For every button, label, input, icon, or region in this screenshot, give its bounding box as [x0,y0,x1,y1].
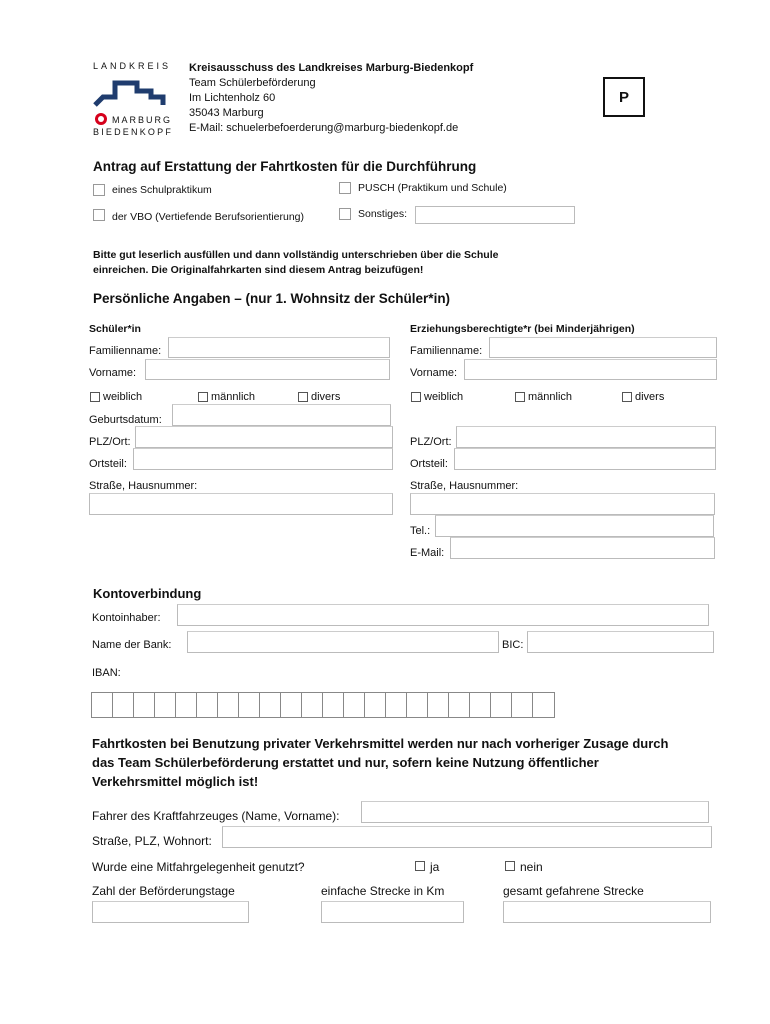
student-family-name-input[interactable] [168,337,390,358]
guardian-heading: Erziehungsberechtigte*r (bei Minderjährigen) [410,323,635,335]
guardian-first-name-label: Vorname: [410,367,458,379]
logo-top-text: LANDKREIS [93,61,172,71]
carpool-label-no: nein [520,860,543,874]
guardian-zip-city-label: PLZ/Ort: [410,436,452,448]
guardian-email-input[interactable] [450,537,715,559]
private-title-line-1: Fahrtkosten bei Benutzung privater Verkehrsmittel werden nur nach vorheriger Zusage durch [92,736,669,751]
student-first-name-label: Vorname: [89,367,137,379]
guardian-checkbox-male[interactable] [515,392,525,402]
iban-label: IBAN: [92,667,121,679]
guardian-checkbox-female[interactable] [411,392,421,402]
driver-address-label: Straße, PLZ, Wohnort: [92,834,212,848]
label-pusch: PUSCH (Praktikum und Schule) [358,182,507,194]
student-label-diverse: divers [311,391,341,403]
student-birth-date-input[interactable] [172,404,391,426]
carpool-checkbox-no[interactable] [505,861,515,871]
bic-input[interactable] [527,631,714,653]
student-label-male: männlich [211,391,256,403]
student-family-name-label: Familienname: [89,345,162,357]
personal-section-title: Persönliche Angaben – (nur 1. Wohnsitz der Schüler*in) [93,291,451,306]
private-title-line-2: das Team Schülerbeförderung erstattet und nur, sofern keine Nutzung öffentlicher [92,755,599,770]
guardian-family-name-input[interactable] [489,337,717,358]
org-name: Kreisausschuss des Landkreises Marburg-Biedenkopf [189,62,474,74]
student-street-input[interactable] [89,493,393,515]
student-first-name-input[interactable] [145,359,390,380]
carpool-checkbox-yes[interactable] [415,861,425,871]
student-birth-date-label: Geburtsdatum: [89,414,162,426]
label-schulpraktikum: eines Schulpraktikum [112,184,212,196]
guardian-street-label: Straße, Hausnummer: [410,480,519,492]
address-city: 35043 Marburg [189,107,264,119]
contact-email: E-Mail: schuelerbefoerderung@marburg-biedenkopf.de [189,122,459,134]
label-vbo: der VBO (Vertiefende Berufsorientierung) [112,211,305,223]
student-zip-city-input[interactable] [135,426,393,448]
account-holder-label: Kontoinhaber: [92,612,161,624]
student-checkbox-diverse[interactable] [298,392,308,402]
student-checkbox-female[interactable] [90,392,100,402]
total-distance-label: gesamt gefahrene Strecke [503,884,644,898]
label-sonstiges: Sonstiges: [358,208,408,220]
iban-input[interactable] [91,692,555,718]
account-holder-input[interactable] [177,604,709,626]
checkbox-pusch[interactable] [339,182,351,194]
student-district-label: Ortsteil: [89,458,127,470]
student-district-input[interactable] [133,448,393,470]
guardian-label-diverse: divers [635,391,665,403]
notice-line-1: Bitte gut leserlich ausfüllen und dann vollständig unterschrieben über die Schule [93,249,499,261]
carpool-question: Wurde eine Mitfahrgelegenheit genutzt? [92,860,305,874]
antrag-title: Antrag auf Erstattung der Fahrtkosten für die Durchführung [93,159,477,174]
address-street: Im Lichtenholz 60 [189,92,276,104]
distance-input[interactable] [321,901,464,923]
guardian-label-female: weiblich [424,391,464,403]
bank-name-label: Name der Bank: [92,639,172,651]
guardian-district-input[interactable] [454,448,716,470]
driver-label: Fahrer des Kraftfahrzeuges (Name, Vorname): [92,809,340,823]
form-type-badge: P [603,77,645,117]
checkbox-vbo[interactable] [93,209,105,221]
student-heading: Schüler*in [89,323,141,335]
checkbox-schulpraktikum[interactable] [93,184,105,196]
total-distance-input[interactable] [503,901,711,923]
student-zip-city-label: PLZ/Ort: [89,436,131,448]
checkbox-sonstiges[interactable] [339,208,351,220]
logo-mid-text: MARBURG [112,115,173,125]
carpool-label-yes: ja [430,860,440,874]
guardian-phone-input[interactable] [435,515,714,537]
student-street-label: Straße, Hausnummer: [89,480,198,492]
student-label-female: weiblich [103,391,143,403]
guardian-family-name-label: Familienname: [410,345,483,357]
student-checkbox-male[interactable] [198,392,208,402]
team-name: Team Schülerbeförderung [189,77,316,89]
guardian-street-input[interactable] [410,493,715,515]
driver-address-input[interactable] [222,826,712,848]
guardian-district-label: Ortsteil: [410,458,448,470]
bank-section-title: Kontoverbindung [93,586,202,601]
guardian-first-name-input[interactable] [464,359,717,380]
notice-line-2: einreichen. Die Originalfahrkarten sind diesem Antrag beizufügen! [93,264,424,276]
distance-label: einfache Strecke in Km [321,884,445,898]
guardian-label-male: männlich [528,391,573,403]
logo-bottom-text: BIEDENKOPF [93,127,174,137]
guardian-checkbox-diverse[interactable] [622,392,632,402]
logo-mark-icon [93,75,181,109]
driver-input[interactable] [361,801,709,823]
bic-label: BIC: [502,639,524,651]
private-title-line-3: Verkehrsmittel möglich ist! [92,774,259,789]
days-input[interactable] [92,901,249,923]
logo-seal-icon [94,112,108,126]
sonstiges-input[interactable] [415,206,575,224]
guardian-phone-label: Tel.: [410,525,431,537]
guardian-email-label: E-Mail: [410,547,445,559]
days-label: Zahl der Beförderungstage [92,884,235,898]
guardian-zip-city-input[interactable] [456,426,716,448]
bank-name-input[interactable] [187,631,499,653]
